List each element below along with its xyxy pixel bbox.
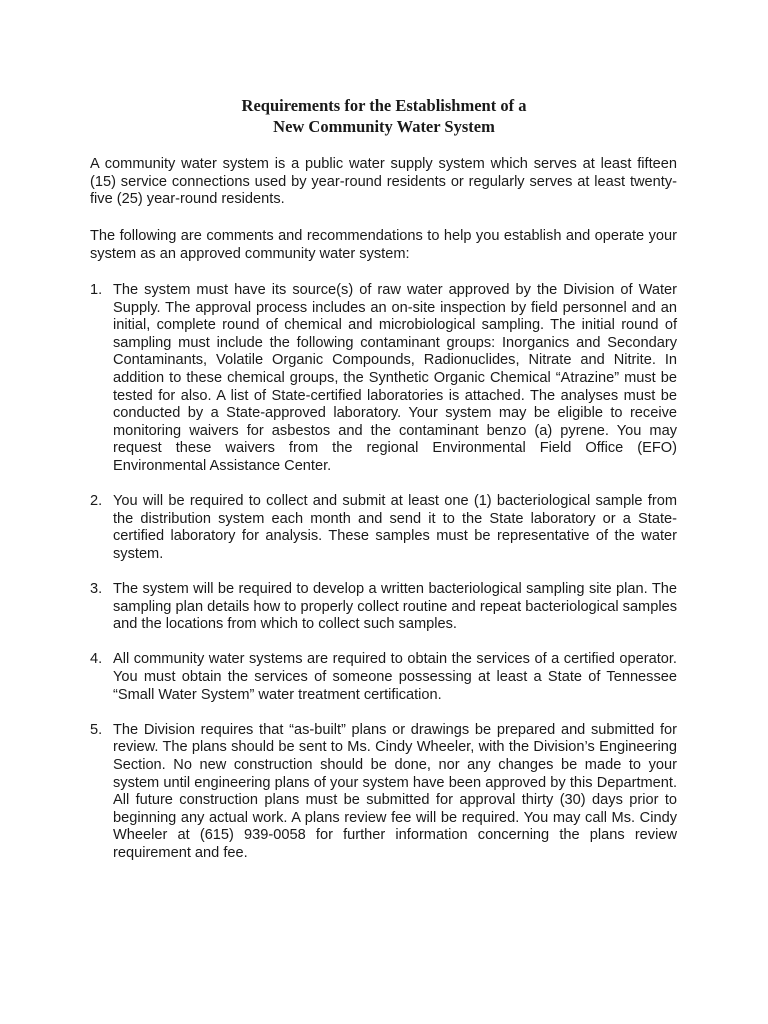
list-item-number: 5. [90,721,103,738]
list-item-number: 1. [90,282,103,298]
lead-paragraph: The following are comments and recommendations to help you establish and operate your system as an approved community water system: [90,228,677,262]
list-item-text: The Division requires that “as-built” plans or drawings be prepared and submitted for review. The plans should be sent to Ms. Cindy Wheeler, with the Division’s Engineering Section. No new construction should be done, nor any changes be made to your system until engineering plans of your system have been approved by this Department. All future construction plans must be submitted for approval thirty (30) days prior to beginning any actual work. A plans review fee will be required. You may call Ms. Cindy Wheeler at (615) 939-0058 for further information concerning the plans review requirement and fee. [113,721,677,861]
title-line-1: Requirements for the Establishment of a [241,96,527,115]
list-item [90,493,677,563]
list-item-text: The system must have its source(s) of raw water approved by the Division of Water Supply. The approval process includes an on-site inspection by field personnel and an initial, complete round of chemical and microbiological sampling. The initial round of sampling must include the following contaminant groups: Inorganics and Secondary Contaminants, Volatile Organic Compounds, Radionuclides, Nitrate and Nitrite. In addition to these chemical groups, the Synthetic Organic Chemical “Atrazine” must be tested for also. A list of State-certified laboratories is attached. The analyses must be conducted by a State-approved laboratory. Your system may be eligible to receive monitoring waivers for asbestos and the contaminant benzo (a) pyrene. You may request these waivers from the regional Environmental Field Office (EFO) Environmental Assistance Center. [113,282,677,474]
list-item [90,722,677,863]
document-title [90,95,678,137]
list-item-text: All community water systems are required to obtain the services of a certified operator. You must obtain the services of someone possessing at least a State of Tennessee “Small Water System” water treatment certification. [113,651,677,703]
list-item [90,651,677,704]
list-item [90,282,677,476]
list-item-number: 2. [90,493,103,510]
list-item [90,581,677,634]
requirements-list [90,282,677,880]
list-item-text: The system will be required to develop a written bacteriological sampling site plan. The sampling plan details how to properly collect routine and repeat bacteriological samples and the locations from which to collect such samples. [113,581,677,633]
intro-paragraph: A community water system is a public water supply system which serves at least fifteen (15) service connections used by year-round residents or regularly serves at least twenty-five (25) year-round residents. [90,156,677,208]
list-item-text: You will be required to collect and submit at least one (1) bacteriological sample from the distribution system each month and send it to the State laboratory or a State-certified laboratory for analysis. These samples must be representative of the water system. [113,493,677,562]
title-line-2: New Community Water System [273,117,495,136]
list-item-number: 3. [90,581,103,598]
list-item-number: 4. [90,651,103,668]
